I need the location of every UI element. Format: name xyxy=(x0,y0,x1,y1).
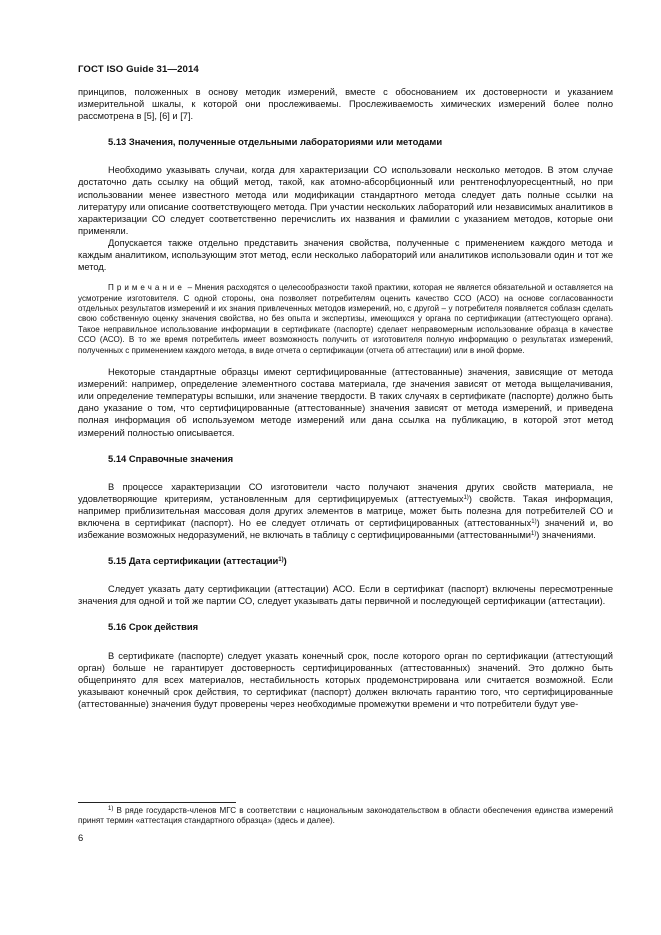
footnote-ref: 1) xyxy=(531,519,537,525)
footnote-text: В ряде государств-членов МГС в соответствии с национальным законодательством в области обеспечения единства измерений принят термин «аттестация стандартного образца» (здесь и далее). xyxy=(78,806,613,826)
footnote-separator xyxy=(78,802,236,803)
page-content xyxy=(78,86,613,710)
footnote-ref: 1) xyxy=(278,557,284,564)
footnote xyxy=(78,806,613,827)
section-5-13-paragraph-2: Допускается также отдельно представить значения свойства, полученные с применением каждого метода и каждым аналитиком, использующим этот метод, если несколько лабораторий или аналитиков использовали один и тот же метод. xyxy=(78,237,613,273)
section-5-16-heading: 5.16 Срок действия xyxy=(108,621,199,633)
section-5-14-paragraph xyxy=(78,481,613,541)
section-5-15-paragraph: Следует указать дату сертификации (аттестации) АСО. Если в сертификат (паспорт) включены пересмотренные значения для одной и той же партии СО, следует указывать даты первичной и последующей сертификации (аттестации). xyxy=(78,584,613,607)
note-text: – Мнения расходятся о целесообразности такой практики, которая не является обязательной и оставляется на усмотрение изготовителя. С одной стороны, она позволяет потребителям оценить качество ССО (АСО) на основе согласованности отдельных результатов измерений и их знания привлеченных методов измерений, но, с другой – у потребителя появляется соблазн сделать свою собственную оценку значения свойства, но без опыта и экспертизы, имеющихся у органа по сертификации (аттестующего органа). Такое неправильное использование информации в сертификате (паспорте) сделает неправомерным использование образца в качестве ССО (АСО). В то же время потребитель имеет возможность получить от изготовителя полную информацию о результатах измерений, полученных с применением каждого метода, в виде отчета о сертификации (отчета об аттестации) или в иной форме. xyxy=(78,283,613,355)
section-5-14-heading: 5.14 Справочные значения xyxy=(108,452,234,464)
page-number: 6 xyxy=(78,832,84,843)
heading-text: ) xyxy=(283,555,287,567)
footnote-marker: 1) xyxy=(108,806,114,812)
section-5-13-note xyxy=(78,283,613,356)
footnote-ref: 1) xyxy=(463,494,469,501)
footnote-ref: 1) xyxy=(530,531,537,538)
document-code-header: ГОСТ ISO Guide 31—2014 xyxy=(78,64,199,75)
section-5-13-paragraph-1: Необходимо указывать случаи, когда для характеризации СО использовали несколько методов. В этом случае достаточно дать ссылку на общий метод, такой, как атомно-абсорбционный или рентгенофлуоресцентный, но при использовании менее известного метода или модификации стандартного метода следует дать полные ссылки на литературу или описание соответствующего метода. При участии нескольких лабораторий или независимых аналитиков в характеризации СО следует соответственно перечислить их названия и фамилии с указанием методов, которые они применяли. xyxy=(78,165,613,236)
note-label: Примечание xyxy=(108,283,185,293)
heading-text: 5.15 Дата сертификации (аттестации xyxy=(108,555,279,567)
text-run: ) свойств. Такая информация, например приблизительная массовая доля других элементов в матрице, может быть полезна для потребителей СО и включена в сертификат (паспорт). Но ее следует отличать от сертифицированных (аттестованных xyxy=(78,493,613,528)
text-run: ) значений и, во избежание возможных недоразумений, не включать в таблицу с сертифицированными (аттестованными xyxy=(78,518,613,541)
section-5-15-heading xyxy=(108,555,613,567)
text-run: В процессе характеризации СО изготовители часто получают значения других свойств материала, не удовлетворяющие критериям, установленным для сертифицируемых (аттестуемых xyxy=(78,481,613,504)
section-5-13-paragraph-3: Некоторые стандартные образцы имеют сертифицированные (аттестованные) значения, зависящие от метода измерений: например, определение элементного состава материала, где значения зависят от метода выщелачивания, или определение температуры вспышки, или значение твердости. В таких случаях в сертификате (паспорте) должно быть дано указание о том, что сертифицированные (аттестованные) значения зависят от метода измерений, и приведена полная информация об используемом методе измерений или дана ссылка на публикацию, в которой этот метод измерений полностью описывается. xyxy=(78,367,613,438)
section-5-16-paragraph: В сертификате (паспорте) следует указать конечный срок, после которого орган по сертификации (аттестующий орган) больше не гарантирует достоверность сертифицированных (аттестованных) значений. Это должно быть общепринято для всех материалов, нестабильность которых продемонстрирована или считается возможной. Если указывают конечный срок действия, то сертификат (паспорт) должен включать гарантию того, что сертифицированные (аттестованные) значения будут проверены через необходимые промежутки времени и что потребители будут уве- xyxy=(78,650,613,709)
intro-paragraph: принципов, положенных в основу методик измерений, вместе с обоснованием их достоверности и указанием измерительной шкалы, к которой они прослеживаемы. Прослеживаемость химических измерений более полно рассмотрена в [5], [6] и [7]. xyxy=(78,87,613,122)
text-run: ) значениями. xyxy=(536,530,596,541)
section-5-13-heading: 5.13 Значения, полученные отдельными лабораториями или методами xyxy=(108,136,443,148)
